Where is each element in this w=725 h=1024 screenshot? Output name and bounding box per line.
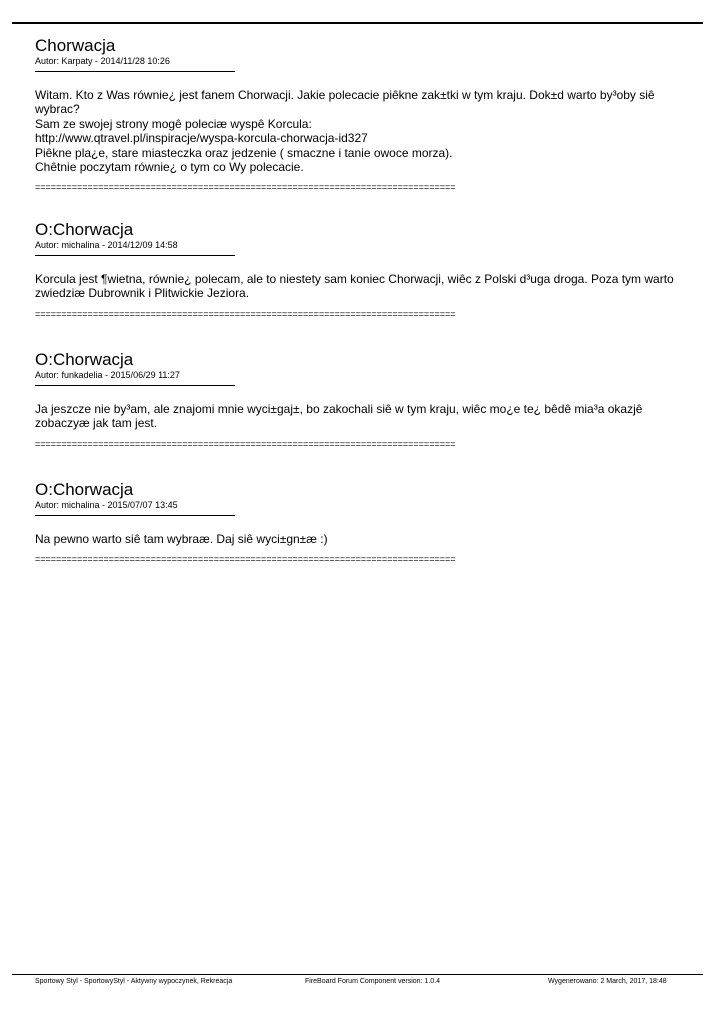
top-rule [12, 22, 703, 24]
post-separator: ================================================================================ [35, 438, 456, 449]
footer-component: FireBoard Forum Component version: 1.0.4 [305, 978, 441, 985]
post-body [35, 532, 695, 546]
post-line: Korcula jest ¶wietna, równie¿ polecam, ale to niestety sam koniec Chorwacji, wiêc z Polski d³uga droga. Poza tym warto zwiedziæ Dubrownik i Plitwickie Jeziora. [35, 272, 674, 301]
post-separator: ================================================================================ [35, 182, 456, 193]
post-meta: Autor: funkadelia - 2015/06/29 11:27 [35, 370, 180, 380]
post-line: Piêkne pla¿e, stare miasteczka oraz jedzenie ( smaczne i tanie owoce morza). [35, 145, 453, 160]
post-title: O:Chorwacja [35, 220, 134, 239]
post-separator: ================================================================================ [35, 554, 456, 565]
post [35, 480, 695, 610]
meta-rule [35, 71, 235, 72]
meta-rule [35, 385, 235, 386]
footer-generated: Wygenerowano: 2 March, 2017, 18:48 [548, 978, 667, 985]
post-body [35, 88, 695, 174]
meta-rule [35, 515, 235, 516]
post-line: Ja jeszcze nie by³am, ale znajomi mnie wyci±gaj±, bo zakochali siê w tym kraju, wiêc mo¿e te¿ bêdê mia³a okazjê zobaczyæ jak tam jest. [35, 402, 643, 431]
post-title: Chorwacja [35, 36, 116, 55]
post-list [35, 36, 695, 610]
post-body [35, 402, 695, 431]
post-body [35, 272, 695, 301]
footer-rule [12, 974, 703, 975]
post-title: O:Chorwacja [35, 350, 134, 369]
post-line: Na pewno warto siê tam wybraæ. Daj siê wyci±gn±æ :) [35, 532, 328, 546]
post-meta: Autor: Karpaty - 2014/11/28 10:26 [35, 56, 170, 66]
post-meta: Autor: michalina - 2014/12/09 14:58 [35, 240, 178, 250]
post [35, 220, 695, 350]
post-line: http://www.qtravel.pl/inspiracje/wyspa-korcula-chorwacja-id327 [35, 131, 368, 146]
post-separator: ================================================================================ [35, 308, 456, 319]
post [35, 350, 695, 480]
post-title: O:Chorwacja [35, 480, 134, 499]
post-line: Chêtnie poczytam równie¿ o tym co Wy polecacie. [35, 160, 304, 175]
post-line: Sam ze swojej strony mogê poleciæ wyspê Korcula: [35, 116, 312, 131]
post-line: Witam. Kto z Was równie¿ jest fanem Chorwacji. Jakie polecacie piêkne zak±tki w tym kraju. Dok±d warto by³oby siê wybrac? [35, 88, 655, 117]
footer-site: Sportowy Styl - SportowyStyl - Aktywny wypoczynek, Rekreacja [35, 978, 233, 985]
post-meta: Autor: michalina - 2015/07/07 13:45 [35, 500, 178, 510]
post [35, 36, 695, 220]
meta-rule [35, 255, 235, 256]
